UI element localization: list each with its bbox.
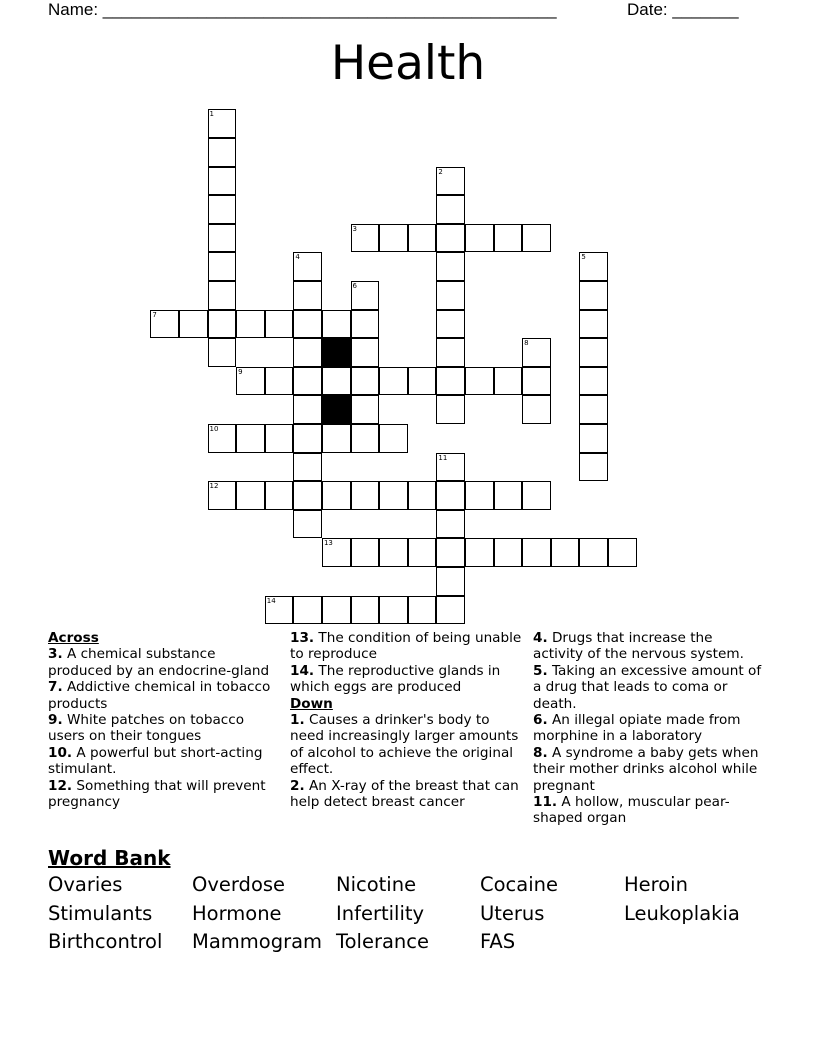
grid-cell[interactable] bbox=[208, 195, 237, 224]
clue-number: 14 bbox=[266, 596, 276, 605]
grid-cell[interactable] bbox=[522, 224, 551, 253]
word-bank-item: Stimulants bbox=[48, 901, 153, 925]
grid-cell[interactable] bbox=[436, 310, 465, 339]
grid-cell[interactable] bbox=[579, 281, 608, 310]
grid-cell[interactable] bbox=[322, 310, 351, 339]
grid-cell[interactable] bbox=[208, 481, 237, 510]
clue-number: 4 bbox=[295, 253, 300, 262]
down-heading: Down bbox=[290, 695, 333, 712]
clue-number: 8 bbox=[524, 339, 529, 348]
grid-cell[interactable] bbox=[293, 252, 322, 281]
grid-cell[interactable] bbox=[522, 538, 551, 567]
grid-cell[interactable] bbox=[436, 367, 465, 396]
grid-cell[interactable] bbox=[579, 310, 608, 339]
grid-cell[interactable] bbox=[408, 596, 437, 625]
grid-cell[interactable] bbox=[408, 481, 437, 510]
grid-cell[interactable] bbox=[265, 596, 294, 625]
grid-cell[interactable] bbox=[608, 538, 637, 567]
grid-cell[interactable] bbox=[208, 224, 237, 253]
word-bank-item: Mammogram bbox=[192, 930, 323, 953]
grid-cell[interactable] bbox=[236, 481, 265, 510]
clue-number: 1 bbox=[209, 110, 215, 119]
clue-down-5: 5. Taking an excessive amount of a drug that leads to coma or death. bbox=[533, 662, 762, 712]
grid-cell[interactable] bbox=[293, 481, 322, 510]
clue-across-13: 13. The condition of being unable to reproduce bbox=[290, 630, 522, 663]
clue-number: 5 bbox=[581, 253, 586, 262]
grid-cell[interactable] bbox=[436, 281, 465, 310]
grid-cell[interactable] bbox=[293, 596, 322, 625]
grid-cell[interactable] bbox=[379, 424, 408, 453]
date-field[interactable]: Date: _______ bbox=[627, 0, 739, 19]
grid-cell[interactable] bbox=[379, 538, 408, 567]
grid-cell[interactable] bbox=[436, 195, 465, 224]
grid-cell[interactable] bbox=[351, 596, 380, 625]
grid-cell[interactable] bbox=[322, 596, 351, 625]
grid-cell[interactable] bbox=[379, 224, 408, 253]
grid-cell[interactable] bbox=[436, 395, 465, 424]
grid-cell[interactable] bbox=[322, 367, 351, 396]
clue-across-14: 14. The reproductive glands in which eggs are produced bbox=[290, 662, 501, 696]
grid-cell[interactable] bbox=[265, 481, 294, 510]
grid-cell[interactable] bbox=[579, 395, 608, 424]
clues-column-2 bbox=[290, 630, 522, 810]
grid-cell[interactable] bbox=[236, 310, 265, 339]
grid-cell[interactable] bbox=[236, 367, 265, 396]
word-bank-item: Uterus bbox=[480, 901, 545, 925]
grid-cell[interactable] bbox=[322, 538, 351, 567]
grid-cell[interactable] bbox=[293, 453, 322, 482]
across-heading: Across bbox=[48, 630, 99, 646]
grid-cell[interactable] bbox=[579, 367, 608, 396]
word-bank-item: Ovaries bbox=[48, 873, 123, 896]
grid-cell[interactable] bbox=[579, 252, 608, 281]
grid-cell[interactable] bbox=[408, 224, 437, 253]
word-bank-item: Leukoplakia bbox=[624, 901, 740, 925]
grid-cell[interactable] bbox=[579, 453, 608, 482]
name-field[interactable]: Name: ________________________________________________ bbox=[48, 0, 557, 19]
grid-cell[interactable] bbox=[293, 510, 322, 539]
grid-cell[interactable] bbox=[579, 424, 608, 453]
grid-cell[interactable] bbox=[436, 481, 465, 510]
grid-cell[interactable] bbox=[465, 224, 494, 253]
word-bank-item: Overdose bbox=[192, 873, 286, 896]
word-bank-item: Tolerance bbox=[336, 930, 429, 953]
grid-cell[interactable] bbox=[408, 367, 437, 396]
black-cell bbox=[322, 395, 351, 424]
grid-cell[interactable] bbox=[579, 538, 608, 567]
word-bank-heading: Word Bank bbox=[48, 846, 171, 870]
grid-cell[interactable] bbox=[293, 424, 322, 453]
grid-cell[interactable] bbox=[436, 538, 465, 567]
grid-cell[interactable] bbox=[522, 338, 551, 367]
grid-cell[interactable] bbox=[208, 310, 237, 339]
grid-cell[interactable] bbox=[351, 367, 380, 396]
grid-cell[interactable] bbox=[436, 567, 465, 596]
clue-down-2: 2. An X-ray of the breast that can help detect breast cancer bbox=[290, 777, 519, 811]
grid-cell[interactable] bbox=[351, 424, 380, 453]
grid-cell[interactable] bbox=[494, 224, 523, 253]
grid-cell[interactable] bbox=[522, 481, 551, 510]
clue-across-9: 9. White patches on tobacco users on their tongues bbox=[48, 712, 245, 745]
grid-cell[interactable] bbox=[379, 596, 408, 625]
grid-cell[interactable] bbox=[265, 424, 294, 453]
grid-cell[interactable] bbox=[465, 367, 494, 396]
clues-column-3 bbox=[533, 630, 765, 827]
grid-cell[interactable] bbox=[494, 538, 523, 567]
clue-number: 10 bbox=[209, 424, 219, 433]
clue-across-12: 12. Something that will prevent pregnancy bbox=[48, 777, 266, 811]
grid-cell[interactable] bbox=[522, 395, 551, 424]
clue-number: 3 bbox=[352, 224, 358, 233]
grid-cell[interactable] bbox=[208, 338, 237, 367]
grid-cell[interactable] bbox=[579, 338, 608, 367]
clue-number: 9 bbox=[238, 367, 243, 376]
grid-cell[interactable] bbox=[408, 538, 437, 567]
grid-cell[interactable] bbox=[351, 481, 380, 510]
word-bank-item: Hormone bbox=[192, 901, 282, 925]
clue-number: 13 bbox=[323, 539, 333, 548]
grid-cell[interactable] bbox=[208, 109, 237, 138]
grid-cell[interactable] bbox=[208, 424, 237, 453]
grid-cell[interactable] bbox=[436, 510, 465, 539]
grid-cell[interactable] bbox=[351, 395, 380, 424]
grid-cell[interactable] bbox=[208, 281, 237, 310]
grid-cell[interactable] bbox=[351, 338, 380, 367]
clue-down-4: 4. Drugs that increase the activity of the nervous system. bbox=[533, 630, 744, 663]
grid-cell[interactable] bbox=[551, 538, 580, 567]
grid-cell[interactable] bbox=[379, 367, 408, 396]
word-bank-item: Cocaine bbox=[480, 873, 558, 896]
grid-cell[interactable] bbox=[351, 224, 380, 253]
word-bank-item: Birthcontrol bbox=[48, 930, 163, 953]
grid-cell[interactable] bbox=[436, 453, 465, 482]
grid-cell[interactable] bbox=[351, 281, 380, 310]
clue-number: 12 bbox=[209, 482, 219, 491]
grid-cell[interactable] bbox=[150, 310, 179, 339]
clue-down-1: 1. Causes a drinker's body to need increasingly larger amounts of alcohol to achieve the original effect. bbox=[290, 712, 519, 778]
grid-cell[interactable] bbox=[208, 138, 237, 167]
word-bank-item: Heroin bbox=[624, 873, 688, 896]
grid-cell[interactable] bbox=[293, 281, 322, 310]
page-title: Health bbox=[330, 36, 486, 91]
clue-number: 11 bbox=[438, 453, 448, 462]
clue-number: 2 bbox=[438, 167, 443, 176]
clue-across-10: 10. A powerful but short-acting stimulant. bbox=[48, 744, 263, 778]
grid-cell[interactable] bbox=[179, 310, 208, 339]
grid-cell[interactable] bbox=[293, 395, 322, 424]
clue-number: 6 bbox=[352, 281, 358, 290]
grid-cell[interactable] bbox=[208, 252, 237, 281]
clue-number: 7 bbox=[152, 310, 157, 319]
grid-cell[interactable] bbox=[436, 338, 465, 367]
grid-cell[interactable] bbox=[494, 481, 523, 510]
grid-cell[interactable] bbox=[351, 538, 380, 567]
grid-cell[interactable] bbox=[236, 424, 265, 453]
grid-cell[interactable] bbox=[436, 167, 465, 196]
clues-column-1 bbox=[48, 630, 280, 810]
grid-cell[interactable] bbox=[293, 310, 322, 339]
grid-cell[interactable] bbox=[208, 167, 237, 196]
black-cell bbox=[322, 338, 351, 367]
grid-cell[interactable] bbox=[322, 481, 351, 510]
grid-cell[interactable] bbox=[351, 310, 380, 339]
grid-cell[interactable] bbox=[436, 596, 465, 625]
clue-down-11: 11. A hollow, muscular pear-shaped organ bbox=[533, 794, 730, 827]
clue-across-7: 7. Addictive chemical in tobacco products bbox=[48, 679, 271, 712]
grid-cell[interactable] bbox=[322, 424, 351, 453]
grid-cell[interactable] bbox=[436, 224, 465, 253]
word-bank-item: FAS bbox=[480, 930, 516, 953]
grid-cell[interactable] bbox=[494, 367, 523, 396]
grid-cell[interactable] bbox=[436, 252, 465, 281]
grid-cell[interactable] bbox=[265, 367, 294, 396]
grid-cell[interactable] bbox=[379, 481, 408, 510]
grid-cell[interactable] bbox=[465, 481, 494, 510]
clue-down-8: 8. A syndrome a baby gets when their mother drinks alcohol while pregnant bbox=[533, 744, 759, 794]
grid-cell[interactable] bbox=[293, 338, 322, 367]
grid-cell[interactable] bbox=[465, 538, 494, 567]
clue-across-3: 3. A chemical substance produced by an endocrine-gland bbox=[48, 646, 270, 679]
clue-down-6: 6. An illegal opiate made from morphine in a laboratory bbox=[533, 712, 741, 745]
word-bank-item: Infertility bbox=[336, 901, 425, 925]
word-bank-item: Nicotine bbox=[336, 873, 417, 896]
grid-cell[interactable] bbox=[293, 367, 322, 396]
grid-cell[interactable] bbox=[522, 367, 551, 396]
grid-cell[interactable] bbox=[265, 310, 294, 339]
